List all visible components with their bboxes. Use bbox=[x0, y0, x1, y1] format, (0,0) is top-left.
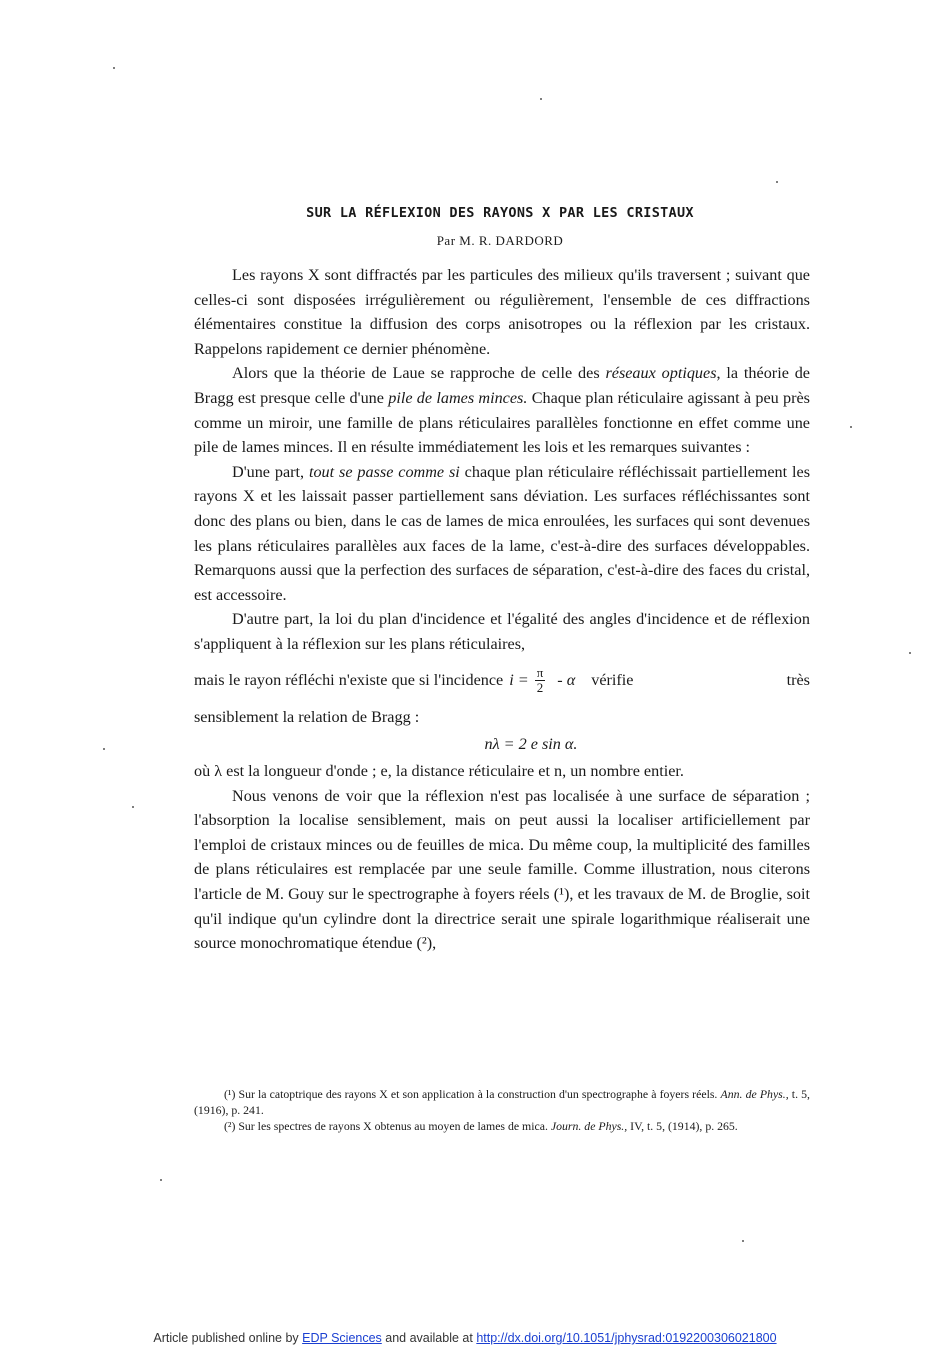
paragraph-3-text-b: chaque plan réticulaire réfléchissait partiellement les rayons X et les laissait passer partiellement sans déviation. Les surfaces réfléchissantes sont donc des plans ou bien, dans le cas de lames de mica enroulées, les surfaces qui sont devenues les plans réticulaires parallèles aux faces de la lame, c'est-à-dire des surfaces développables. Remarquons aussi que la perfection des surfaces de séparation, c'est-à-dire des faces du cristal, est accessoire. bbox=[194, 462, 810, 604]
paragraph-3-italic: tout se passe comme si bbox=[308, 462, 460, 481]
paragraph-5: où λ est la longueur d'onde ; e, la distance réticulaire et n, un nombre entier. bbox=[194, 762, 684, 781]
article-author: Par M. R. DARDORD bbox=[436, 233, 564, 248]
doi-link[interactable]: http://dx.doi.org/10.1051/jphysrad:0192200306021800 bbox=[476, 1331, 777, 1345]
bragg-relation-intro: sensiblement la relation de Bragg : bbox=[194, 707, 420, 726]
paragraph-3-text-a: D'une part, bbox=[232, 462, 309, 481]
incidence-math-alpha: - α bbox=[557, 671, 576, 690]
paragraph-2 bbox=[194, 361, 810, 459]
scan-speck bbox=[103, 748, 105, 750]
paragraph-6: Nous venons de voir que la réflexion n'est pas localisée à une surface de séparation ; l'absorption la localise sensiblement, mais on peut aussi la localiser artificiellement par l'emploi de cristaux minces ou de feuilles de mica. Du même coup, la multiplicité des familles de plans réticulaires est remplacée par une seule famille. Comme illustration, nous citerons l'article de M. Gouy sur le spectrographe à foyers réels (¹), et les travaux de M. de Broglie, soit qu'il indique qu'un cylindre dont la directrice serait une spirale logarithmique réaliserait une source monochromatique étendue (²), bbox=[194, 786, 810, 953]
article-body bbox=[194, 263, 810, 956]
scan-speck bbox=[113, 67, 115, 69]
footnote-1-ref: t. 5, (1916), p. 241. bbox=[194, 1087, 810, 1117]
fraction-denominator: 2 bbox=[536, 680, 544, 695]
paragraph-2-text-a: Alors que la théorie de Laue se rapproche de celle des bbox=[232, 364, 606, 383]
incidence-text-after: vérifie très bbox=[591, 671, 810, 690]
scan-speck bbox=[850, 426, 852, 428]
publisher-link[interactable]: EDP Sciences bbox=[302, 1331, 382, 1345]
incidence-line bbox=[194, 657, 810, 705]
footnote-1-journal: Ann. de Phys., bbox=[720, 1087, 789, 1101]
publication-footer bbox=[0, 1331, 930, 1345]
footnotes bbox=[194, 1086, 810, 1134]
scan-speck bbox=[776, 181, 778, 183]
footnote-2 bbox=[194, 1118, 810, 1134]
footnote-2-journal: Journ. de Phys., bbox=[550, 1119, 628, 1133]
scan-speck bbox=[160, 1179, 162, 1181]
paragraph-4: D'autre part, la loi du plan d'incidence et l'égalité des angles d'incidence et de réflexion s'appliquent à la réflexion sur les plans réticulaires, bbox=[194, 610, 810, 653]
incidence-math-i: i = bbox=[509, 671, 529, 690]
footnote-2-ref: IV, t. 5, (1914), p. 265. bbox=[627, 1119, 738, 1133]
footer-prefix: Article published online by bbox=[153, 1331, 303, 1345]
footnote-2-text: (²) Sur les spectres de rayons X obtenus au moyen de lames de mica. bbox=[224, 1119, 551, 1133]
fraction-numerator: π bbox=[536, 665, 544, 680]
scan-speck bbox=[132, 806, 134, 808]
scan-speck bbox=[909, 652, 911, 654]
paragraph-3 bbox=[194, 460, 810, 608]
paragraph-2-text-c: Chaque plan réticulaire agissant à peu près comme un miroir, une famille de plans réticulaires parallèles fonctionne en effet comme une pile de lames minces. Il en résulte immédiatement les lois et les remarques suivantes : bbox=[194, 388, 810, 457]
paragraph-1: Les rayons X sont diffractés par les particules des milieux qu'ils traversent ; suivant que celles-ci sont disposées irrégulièrement ou régulièrement, l'ensemble de ces diffractions élémentaires constitue la diffusion des corps anisotropes ou la réflexion par les cristaux. Rappelons rapidement ce dernier phénomène. bbox=[194, 266, 810, 358]
paragraph-2-text-b: , la théorie de Bragg est presque celle d'une bbox=[194, 364, 810, 407]
article-title: SUR LA RÉFLEXION DES RAYONS X PAR LES CRISTAUX bbox=[306, 205, 694, 221]
paragraph-2-italic-b: pile de lames minces. bbox=[388, 388, 528, 407]
scan-speck bbox=[742, 1240, 744, 1242]
footnote-1 bbox=[194, 1086, 810, 1118]
footnote-1-text: (¹) Sur la catoptrique des rayons X et son application à la construction d'un spectrographe à foyers réels. bbox=[224, 1087, 721, 1101]
bragg-equation: nλ = 2 e sin α. bbox=[484, 735, 578, 754]
pi-over-two-fraction bbox=[535, 666, 546, 695]
footer-middle: and available at bbox=[381, 1331, 477, 1345]
incidence-text-before: mais le rayon réfléchi n'existe que si l'incidence bbox=[194, 671, 504, 690]
scan-speck bbox=[540, 98, 542, 100]
paragraph-2-italic-a: réseaux optiques bbox=[605, 364, 717, 383]
